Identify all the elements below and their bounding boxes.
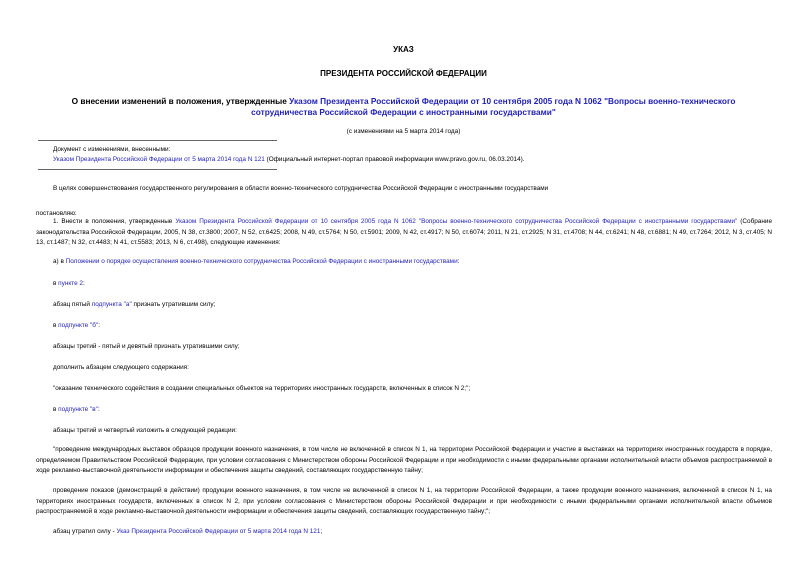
revision-entry <box>53 155 525 165</box>
document-subject <box>40 96 767 118</box>
decree-word: постановляю: <box>36 210 77 217</box>
paragraph-1-prefix: 1. Внести в положения, утвержденные <box>53 218 176 225</box>
subpoint-v <box>53 405 100 415</box>
point-2-link[interactable]: пункте 2 <box>58 280 83 287</box>
subpoint-b-suffix: : <box>98 322 100 329</box>
subpoint-v-paragraph-3: "проведение международных выставок образцов продукции военного назначения, в том числе не включенной в список N 1, на территории Российской Федерации и участие в выставках на территориях иностранных государств в порядке, определяемом Правительством Российской Федерации, при условии согласования с Министерством обороны Российской Федерации и при необходимости с иными федеральными органами исполнительной власти объемов распространяемой в ходе рекламно-выставочной деятельности информации и обеспечения защиты сведений, составляющих государственную тайну; <box>36 446 772 474</box>
item-a-prefix: а) в <box>53 258 66 265</box>
subpoint-v-restate: абзацы третий и четвертый изложить в следующей редакции: <box>53 427 237 434</box>
lost-force-prefix: абзац утратил силу - <box>53 528 117 535</box>
subpoint-v-prefix: в <box>53 406 59 413</box>
amended-note: (с изменениями на 5 марта 2014 года) <box>346 128 461 135</box>
point-2-suffix: : <box>82 280 85 287</box>
lost-force-suffix: ; <box>320 528 323 535</box>
item-a <box>53 257 459 267</box>
subpoint-b <box>53 321 100 331</box>
document-issuer: ПРЕЗИДЕНТА РОССИЙСКОЙ ФЕДЕРАЦИИ <box>320 69 487 78</box>
revision-top-rule <box>38 140 277 141</box>
preamble: В целях совершенствования государственного регулирования в области военно-технического сотрудничества Российской Федерации с иностранными государствами <box>53 185 549 192</box>
paragraph-5-prefix: абзац пятый <box>53 301 92 308</box>
paragraph-5-repeal <box>53 300 215 310</box>
revision-bottom-rule <box>38 169 277 170</box>
document-type: УКАЗ <box>393 45 414 54</box>
paragraph-1 <box>36 217 772 249</box>
subpoint-v-link[interactable]: подпункте "в" <box>58 406 98 413</box>
subpoint-a-link[interactable]: подпункта "а" <box>91 301 132 308</box>
subpoint-b-add: дополнить абзацем следующего содержания: <box>53 364 189 371</box>
lost-force-note <box>53 527 322 537</box>
subpoint-b-repeal: абзацы третий - пятый и девятый признать утратившими силу; <box>53 343 240 350</box>
subpoint-v-paragraph-4: проведение показов (демонстраций в действии) продукции военного назначения, в том числе не включенной в список N 1, на территории Российской Федерации, а также продукции военного назначения, включенной в список N 1, на территориях иностранных государств, включенных в список N 2, при условии согласования с Министерством обороны Российской Федерации и при необходимости с иными федеральными органами исполнительной власти объемов распространяемой в ходе рекламно-выставочной деятельности информации и обеспечения защиты сведений, составляющих государственную тайну;"; <box>36 487 772 515</box>
subpoint-b-link[interactable]: подпункте "б" <box>58 322 99 329</box>
paragraph-1-decree-link[interactable]: Указом Президента Российской Федерации от 10 сентября 2005 года N 1062 "Вопросы военно-технического сотрудничества Российской Федерации с иностранными государствами" <box>175 218 738 225</box>
subject-decree-link[interactable]: Указом Президента Российской Федерации от 10 сентября 2005 года N 1062 "Вопросы военно-технического сотрудничества Российской Федерации с иностранными государствами" <box>251 96 736 117</box>
item-a-regulation-link[interactable]: Положении о порядке осуществления военно-технического сотрудничества Российской Федерации с иностранными государствами <box>65 258 458 265</box>
subpoint-v-suffix: : <box>97 406 100 413</box>
point-2 <box>53 279 85 289</box>
subpoint-b-new-text: "оказание технического содействия в создании специальных объектов на территориях иностранных государств, включенных в список N 2;"; <box>53 385 471 392</box>
subpoint-b-prefix: в <box>53 322 59 329</box>
subject-prefix: О внесении изменений в положения, утвержденные <box>71 96 290 106</box>
paragraph-1-suffix: (Собрание законодательства Российской Федерации, 2005, N 38, ст.3800; 2007, N 52, ст.6425; 2008, N 49, ст.5764; N 50, ст.5901; 2009, N 42, ст.4917; N 50, ст.6074; 2011, N 21, ст.2925; N 31, ст.4708; N 44, ст.6241; N 48, ст.6881; N 49, ст.7264; 2012, N 3, ст.405; N 13, ст.1487; N 32, ст.4483; N 41, ст.5583; 2013, N 6, ст.498), следующие изменения: <box>36 218 772 246</box>
item-a-suffix: : <box>457 258 460 265</box>
revision-decree-link[interactable]: Указом Президента Российской Федерации от 5 марта 2014 года N 121 <box>53 156 265 163</box>
paragraph-5-suffix: признать утратившим силу; <box>131 301 216 308</box>
revision-label: Документ с изменениями, внесенными: <box>53 146 171 153</box>
point-2-prefix: в <box>53 280 59 287</box>
lost-force-decree-link[interactable]: Указ Президента Российской Федерации от 5 марта 2014 года N 121 <box>116 528 321 535</box>
revision-source: (Официальный интернет-портал правовой информации www.pravo.gov.ru, 06.03.2014). <box>264 156 525 163</box>
